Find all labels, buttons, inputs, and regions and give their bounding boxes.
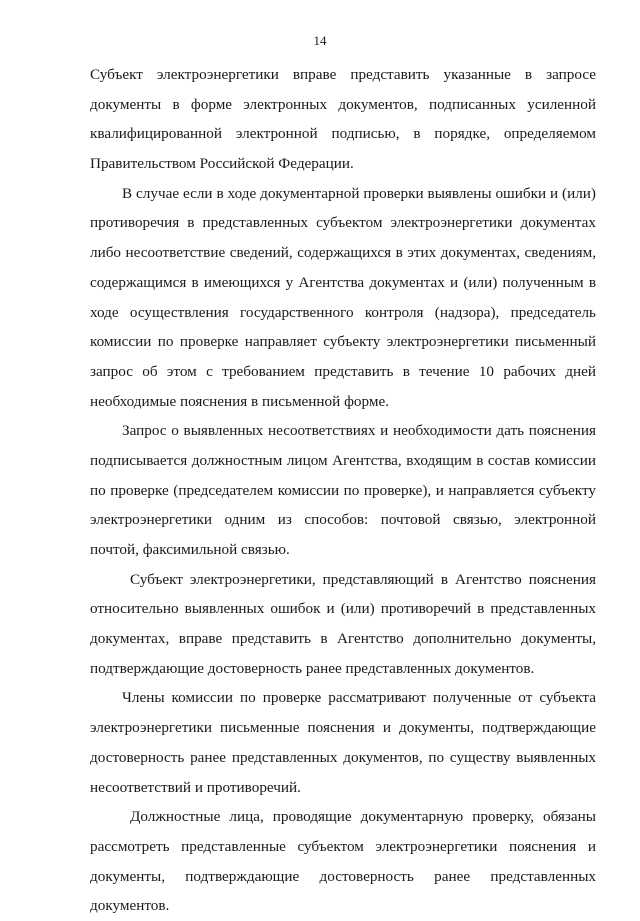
paragraph-line: ходе осуществления государственного контроля (надзора), председатель — [90, 303, 596, 321]
paragraph-line: несоответствий и противоречий. — [90, 778, 301, 796]
paragraph-line: противоречия в представленных субъектом электроэнергетики документах — [90, 214, 596, 232]
paragraph-4 — [90, 565, 596, 684]
paragraph-line: запрос об этом с требованием представить в течение 10 рабочих дней — [90, 362, 596, 380]
paragraph-line: Субъект электроэнергетики вправе представить указанные в запросе — [90, 66, 596, 83]
paragraph-line: квалифицированной электронной подписью, в порядке, определяемом — [90, 125, 596, 143]
paragraph-line: Правительством Российской Федерации. — [90, 155, 354, 173]
document-body — [90, 60, 596, 921]
paragraph-line: документах, вправе представить в Агентство дополнительно документы, — [90, 630, 596, 648]
paragraph-line: подтверждающие достоверность ранее представленных документов. — [90, 659, 535, 677]
paragraph-line: содержащимся в имеющихся у Агентства документах и (или) полученным в — [90, 273, 596, 291]
paragraph-line: необходимые пояснения в письменной форме. — [90, 392, 390, 410]
paragraph-2 — [90, 179, 596, 417]
paragraph-line: по проверке (председателем комиссии по проверке), и направляется субъекту — [90, 481, 596, 499]
paragraph-line: рассмотреть представленные субъектом электроэнергетики пояснения и — [90, 837, 596, 855]
paragraph-line: электроэнергетики письменные пояснения и документы, подтверждающие — [90, 719, 596, 737]
paragraph-line: документов. — [90, 897, 170, 915]
paragraph-line: В случае если в ходе документарной проверки выявлены ошибки и (или) — [122, 184, 596, 202]
paragraph-line: Должностные лица, проводящие документарную проверку, обязаны — [130, 808, 596, 826]
paragraph-5 — [90, 683, 596, 802]
paragraph-line: почтой, факсимильной связью. — [90, 541, 290, 558]
page-number: 14 — [313, 33, 327, 48]
paragraph-line: Члены комиссии по проверке рассматривают полученные от субъекта — [122, 689, 596, 707]
paragraph-6 — [90, 802, 596, 921]
paragraph-line: электроэнергетики одним из способов: почтовой связью, электронной — [90, 511, 596, 529]
paragraph-1 — [90, 60, 596, 179]
paragraph-line: либо несоответствие сведений, содержащихся в этих документах, сведениям, — [90, 244, 596, 262]
paragraph-line: документы в форме электронных документов, подписанных усиленной — [90, 95, 596, 113]
paragraph-line: Субъект электроэнергетики, представляющий в Агентство пояснения — [130, 570, 596, 588]
paragraph-line: относительно выявленных ошибок и (или) противоречий в представленных — [90, 600, 596, 618]
paragraph-line: комиссии по проверке направляет субъекту электроэнергетики письменный — [90, 333, 596, 351]
paragraph-line: документы, подтверждающие достоверность ранее представленных — [90, 867, 596, 885]
paragraph-3 — [90, 416, 596, 564]
paragraph-line: Запрос о выявленных несоответствиях и необходимости дать пояснения — [122, 422, 596, 440]
paragraph-line: подписывается должностным лицом Агентства, входящим в состав комиссии — [90, 451, 596, 469]
paragraph-line: достоверность ранее представленных документов, по существу выявленных — [90, 748, 596, 766]
